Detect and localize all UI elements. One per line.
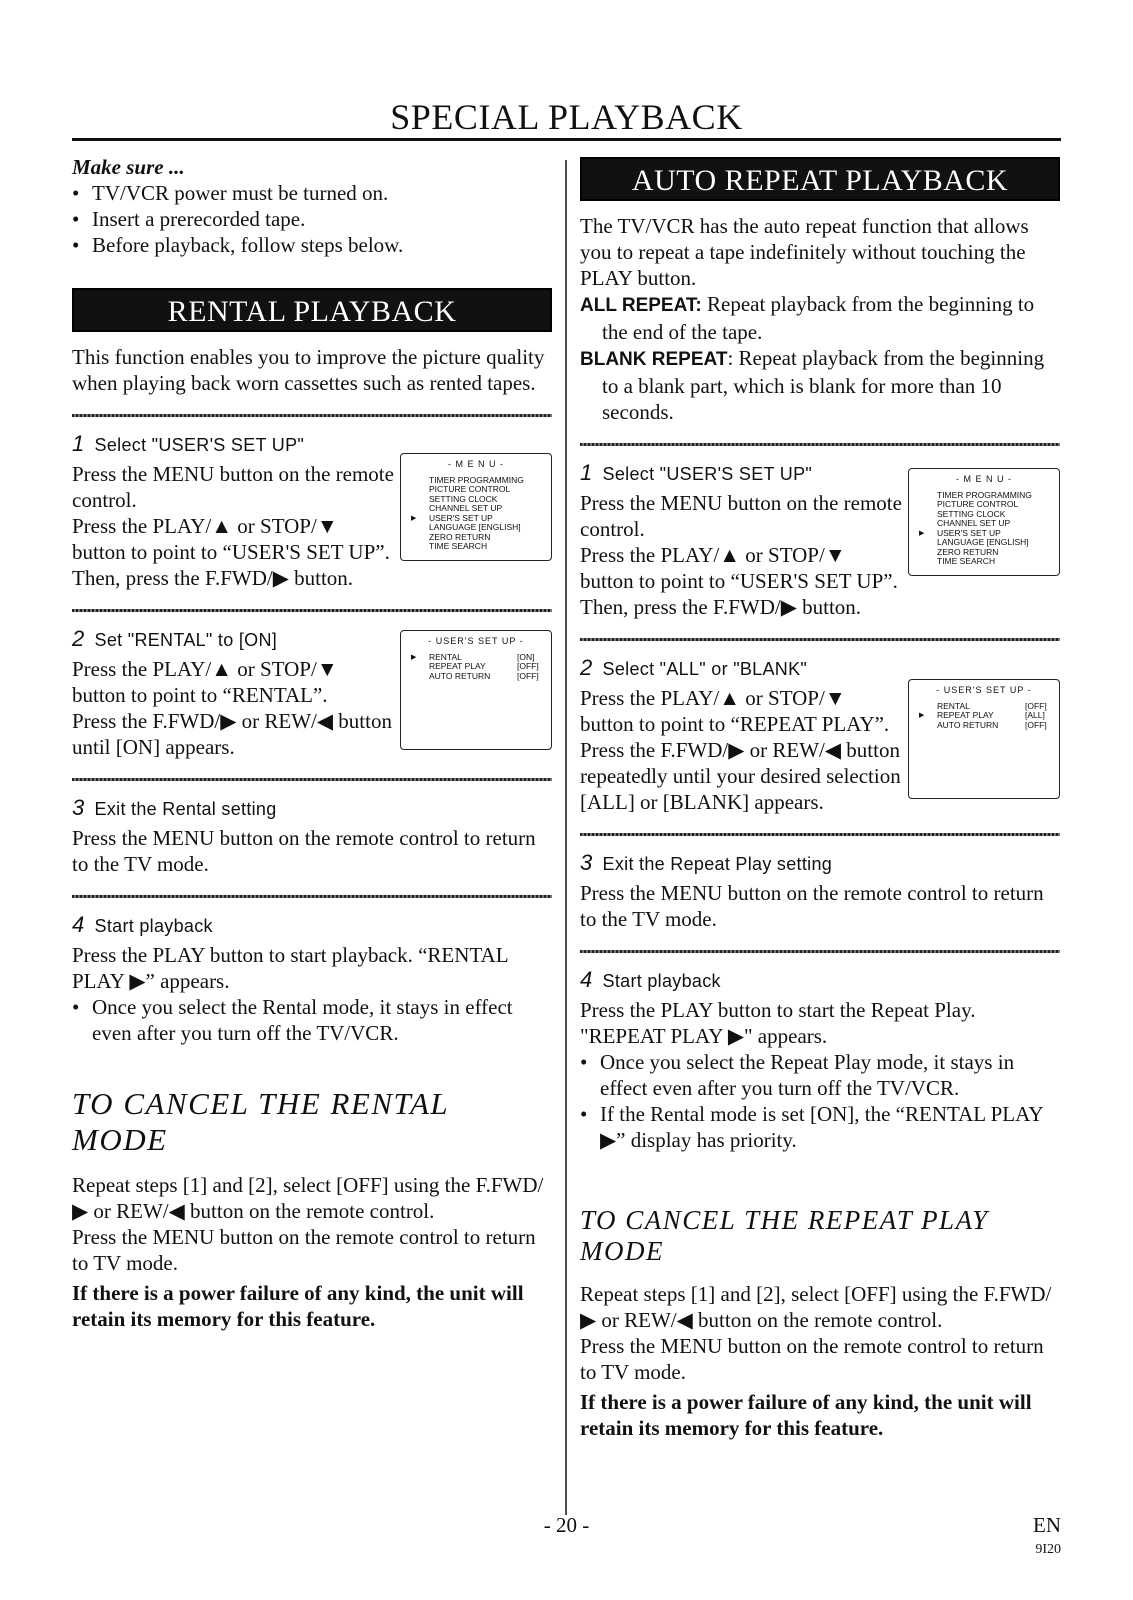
page-number: - 20 - [543,1513,590,1537]
step-title: Select "ALL" or "BLANK" [602,659,808,679]
user-setup-screen [400,630,552,750]
step-line: Press the F.FWD/▶ or REW/◀ button until [ON] appears. [72,709,392,759]
step-text: Press the PLAY button to start the Repeat Play. "REPEAT PLAY ▶" appears. [580,998,976,1048]
step-divider [72,895,552,898]
memory-note: If there is a power failure of any kind, the unit will retain its memory for this feature. [580,1390,1032,1440]
menu-item: ZERO RETURN [429,531,491,542]
repeat-step-2 [580,655,1060,815]
step-number: 4 [580,967,593,992]
blank-repeat-definition [580,345,1060,425]
step-title: Exit the Repeat Play setting [602,854,833,874]
menu-item-selected: ▶ USER'S SET UP [407,514,545,524]
step-heading [72,626,394,652]
make-sure-label: Make sure ... [72,155,185,179]
step-divider [580,443,1060,446]
menu-title: - M E N U - [448,459,504,469]
step-text: Press the MENU button on the remote control to return to the TV mode. [580,881,1044,931]
right-column [580,155,1060,1441]
repeat-step-1 [580,460,1060,620]
step-bullet: • Once you select the Repeat Play mode, it stays in effect even after you turn off the TV/VCR. [580,1049,1060,1101]
step-heading [72,431,394,457]
step-line: Press the MENU button on the remote control. [72,462,394,512]
menu-row-value: [OFF] [1025,719,1047,730]
step-divider [580,950,1060,953]
step-heading [580,850,1060,876]
menu-screen [400,453,552,561]
cancel-heading: TO CANCEL THE REPEAT PLAY MODE [580,1205,989,1266]
step-number: 1 [72,431,85,456]
rental-intro: This function enables you to improve the picture quality when playing back worn cassettes such as rented tapes. [72,345,545,395]
cancel-text: Press the MENU button on the remote control to return to TV mode. [580,1334,1044,1384]
page-title: SPECIAL PLAYBACK [390,97,743,137]
menu-title: - M E N U - [956,474,1012,484]
step-line: Press the PLAY/▲ or STOP/▼ button to point to “RENTAL”. [72,657,338,707]
step-text: Press the PLAY button to start playback. “RENTAL PLAY ▶” appears. [72,943,508,993]
menu-item: LANGUAGE [ENGLISH] [429,522,521,532]
step-line: Press the PLAY/▲ or STOP/▼ button to point to “USER'S SET UP”. [72,514,390,564]
menu-title: - USER'S SET UP - [428,636,524,646]
menu-row [407,672,545,682]
menu-item: SETTING CLOCK [429,493,498,504]
step-divider [72,414,552,417]
step-heading [580,655,902,681]
auto-repeat-banner: AUTO REPEAT PLAYBACK [580,157,1060,201]
cancel-text: Repeat steps [1] and [2], select [OFF] using the F.FWD/▶ or REW/◀ button on the remote control. [580,1282,1052,1332]
make-sure-item: • Insert a prerecorded tape. [72,206,552,232]
step-title: Start playback [94,916,213,936]
user-setup-screen [908,679,1060,799]
step-bullet: • If the Rental mode is set [ON], the “RENTAL PLAY ▶” display has priority. [580,1101,1060,1153]
menu-item: TIME SEARCH [937,556,996,566]
step-title: Start playback [602,971,721,991]
step-bullet: • Once you select the Rental mode, it stays in effect even after you turn off the TV/VCR. [72,994,552,1046]
rental-banner: RENTAL PLAYBACK [72,288,552,332]
language-code: EN [1033,1513,1061,1537]
memory-note: If there is a power failure of any kind, the unit will retain its memory for this feature. [72,1281,524,1331]
all-repeat-label: ALL REPEAT: [580,295,702,316]
auto-repeat-intro: The TV/VCR has the auto repeat function that allows you to repeat a tape indefinitely without touching the PLAY button. [580,214,1029,290]
menu-row-value: [ON] [517,651,535,662]
menu-row-label: AUTO RETURN [429,670,491,681]
step-line: Press the PLAY/▲ or STOP/▼ button to point to “USER'S SET UP”. [580,543,898,593]
step-number: 1 [580,460,593,485]
menu-item-selected: ▶ USER'S SET UP [915,529,1053,539]
all-repeat-definition [580,291,1060,345]
rental-step-2 [72,626,552,760]
step-divider [72,609,552,612]
menu-row-label: REPEAT PLAY [429,661,486,671]
menu-title: - USER'S SET UP - [936,685,1032,695]
menu-row [915,721,1053,731]
menu-item: CHANNEL SET UP [429,503,503,513]
left-column [72,155,552,1332]
menu-item: SETTING CLOCK [937,508,1006,519]
make-sure-item: • Before playback, follow steps below. [72,232,552,258]
rental-step-1 [72,431,552,591]
step-line: Press the PLAY/▲ or STOP/▼ button to point to “REPEAT PLAY”. [580,686,890,736]
menu-item: PICTURE CONTROL [937,499,1019,509]
menu-item: TIME SEARCH [429,541,488,551]
step-heading [72,912,552,938]
blank-repeat-text: : Repeat playback from the beginning to a blank part, which is blank for more than 10 seconds. [602,346,1045,424]
menu-screen [908,468,1060,576]
step-title: Select "USER'S SET UP" [602,464,813,484]
menu-item: ZERO RETURN [937,546,999,557]
menu-row-value: [OFF] [517,670,539,681]
menu-row-label: RENTAL [937,700,970,711]
document-code: 9I20 [1035,1542,1061,1557]
menu-item: TIMER PROGRAMMING [937,489,1032,500]
step-number: 2 [580,655,593,680]
menu-row-label: AUTO RETURN [937,719,999,730]
step-text: Press the MENU button on the remote control to return to the TV mode. [72,826,536,876]
menu-row-value: [OFF] [1025,700,1047,711]
blank-repeat-label: BLANK REPEAT [580,349,728,370]
step-line: Press the F.FWD/▶ or REW/◀ button repeatedly until your desired selection [ALL] or [BLANK] appears. [580,738,901,814]
cancel-heading: TO CANCEL THE RENTAL MODE [72,1086,449,1157]
title-rule [72,138,1061,141]
cancel-text: Repeat steps [1] and [2], select [OFF] using the F.FWD/▶ or REW/◀ button on the remote control. [72,1173,544,1223]
step-number: 3 [580,850,593,875]
step-number: 2 [72,626,85,651]
menu-item: LANGUAGE [ENGLISH] [937,537,1029,547]
menu-row-value: [OFF] [517,661,539,671]
cancel-text: Press the MENU button on the remote control to return to TV mode. [72,1225,536,1275]
menu-row-label: RENTAL [429,651,462,662]
all-repeat-text: Repeat playback from the beginning to the end of the tape. [602,292,1035,344]
menu-row-value: [ALL] [1025,710,1045,720]
step-title: Set "RENTAL" to [ON] [94,630,278,650]
step-divider [580,638,1060,641]
step-heading [580,967,1060,993]
step-title: Select "USER'S SET UP" [94,435,305,455]
step-title: Exit the Rental setting [94,799,277,819]
step-divider [580,833,1060,836]
step-heading [72,795,552,821]
step-line: Then, press the F.FWD/▶ button. [580,595,862,619]
menu-item: TIMER PROGRAMMING [429,474,524,485]
menu-item: PICTURE CONTROL [429,484,511,494]
step-number: 3 [72,795,85,820]
menu-row-label: REPEAT PLAY [937,710,994,720]
step-number: 4 [72,912,85,937]
menu-item: CHANNEL SET UP [937,518,1011,528]
column-divider [565,160,567,1515]
make-sure-item: • TV/VCR power must be turned on. [72,180,552,206]
step-line: Press the MENU button on the remote control. [580,491,902,541]
step-divider [72,778,552,781]
step-heading [580,460,902,486]
step-line: Then, press the F.FWD/▶ button. [72,566,354,590]
